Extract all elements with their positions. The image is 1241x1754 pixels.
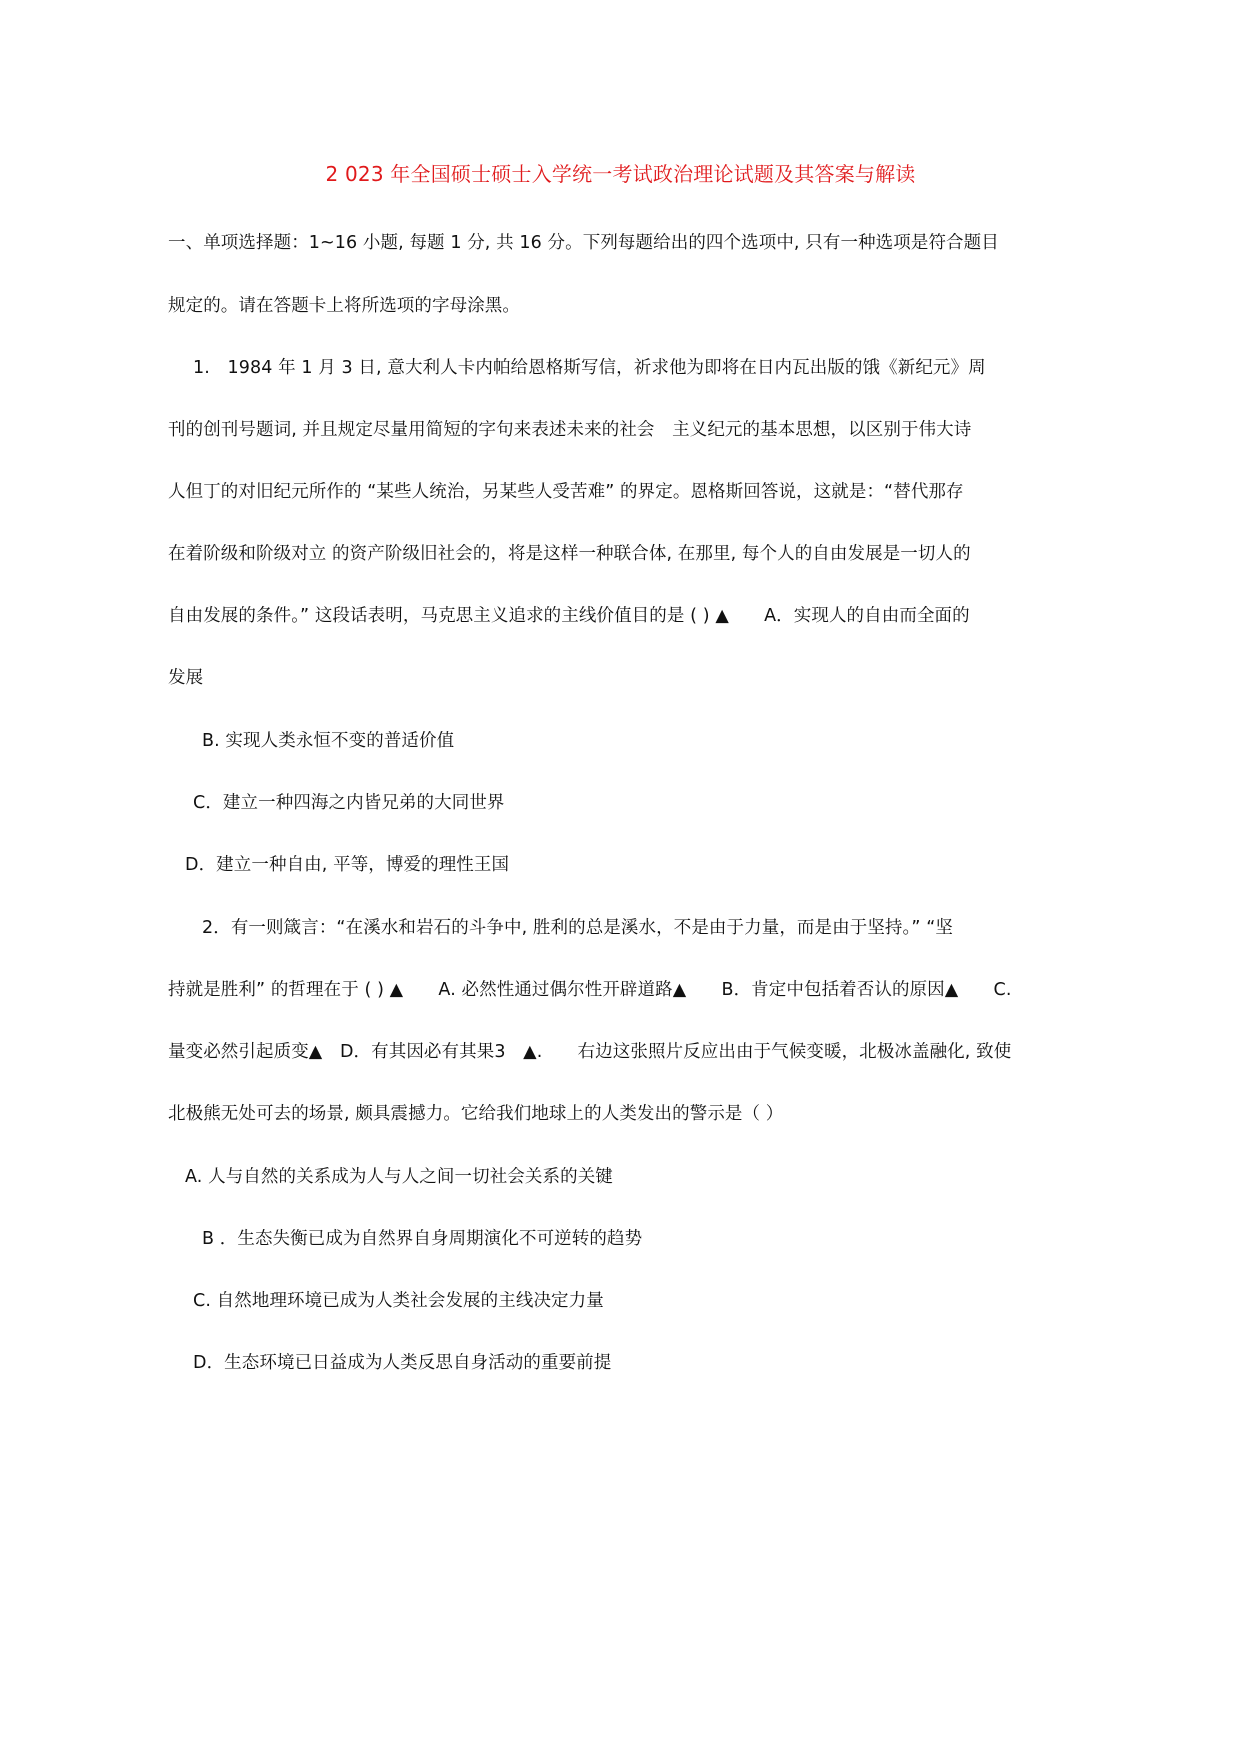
question-2-line-2: 持就是胜利” 的哲理在于 ( ) ▲ A. 必然性通过偶尔性开辟道路▲ B．肯定中包括着否认的原因▲ C. [168,980,1012,1000]
question-2-line-1: 2．有一则箴言：“在溪水和岩石的斗争中, 胜利的总是溪水，不是由于力量，而是由于坚持。” “坚 [202,918,953,938]
page-title: 2 023 年全国硕士硕士入学统一考试政治理论试题及其答案与解读 [325,162,916,186]
section-instructions-line-2: 规定的。请在答题卡上将所选项的字母涂黑。 [168,296,520,316]
question-2-line-4: 北极熊无处可去的场景, 颇具震撼力。它给我们地球上的人类发出的警示是（ ） [168,1104,784,1124]
question-1-line-2: 刊的创刊号题词, 并且规定尽量用简短的字句来表述未来的社会 主义纪元的基本思想，以区别于伟大诗 [168,420,972,440]
question-3-option-a: A. 人与自然的关系成为人与人之间一切社会关系的关键 [185,1167,613,1187]
question-1-line-6: 发展 [168,668,204,688]
question-1-line-3: 人但丁的对旧纪元所作的 “某些人统治，另某些人受苦难” 的界定。恩格斯回答说，这就是：“替代那存 [168,482,964,502]
question-1-line-4: 在着阶级和阶级对立 的资产阶级旧社会的，将是这样一种联合体, 在那里, 每个人的自由发展是一切人的 [168,544,971,564]
question-1-option-d: D．建立一种自由, 平等，博爱的理性王国 [185,855,510,875]
question-1-option-c: C．建立一种四海之内皆兄弟的大同世界 [193,793,505,813]
question-3-option-b: B ．生态失衡已成为自然界自身周期演化不可逆转的趋势 [202,1229,643,1249]
question-3-option-d: D．生态环境已日益成为人类反思自身活动的重要前提 [193,1353,612,1373]
section-instructions-line-1: 一、单项选择题：1~16 小题, 每题 1 分, 共 16 分。下列每题给出的四个选项中, 只有一种选项是符合题目 [168,233,999,253]
question-1-option-b: B. 实现人类永恒不变的普适价值 [202,731,455,751]
question-1-line-5: 自由发展的条件。” 这段话表明，马克思主义追求的主线价值目的是 ( ) ▲ A．实现人的自由而全面的 [168,606,970,626]
question-1-line-1: 1. 1984 年 1 月 3 日, 意大利人卡内帕给恩格斯写信，祈求他为即将在日内瓦出版的饿《新纪元》周 [193,358,986,378]
question-3-option-c: C. 自然地理环境已成为人类社会发展的主线决定力量 [193,1291,604,1311]
question-2-line-3: 量变必然引起质变▲ D．有其因必有其果3 ▲. 右边这张照片反应出由于气候变暖，北极冰盖融化, 致使 [168,1042,1012,1062]
